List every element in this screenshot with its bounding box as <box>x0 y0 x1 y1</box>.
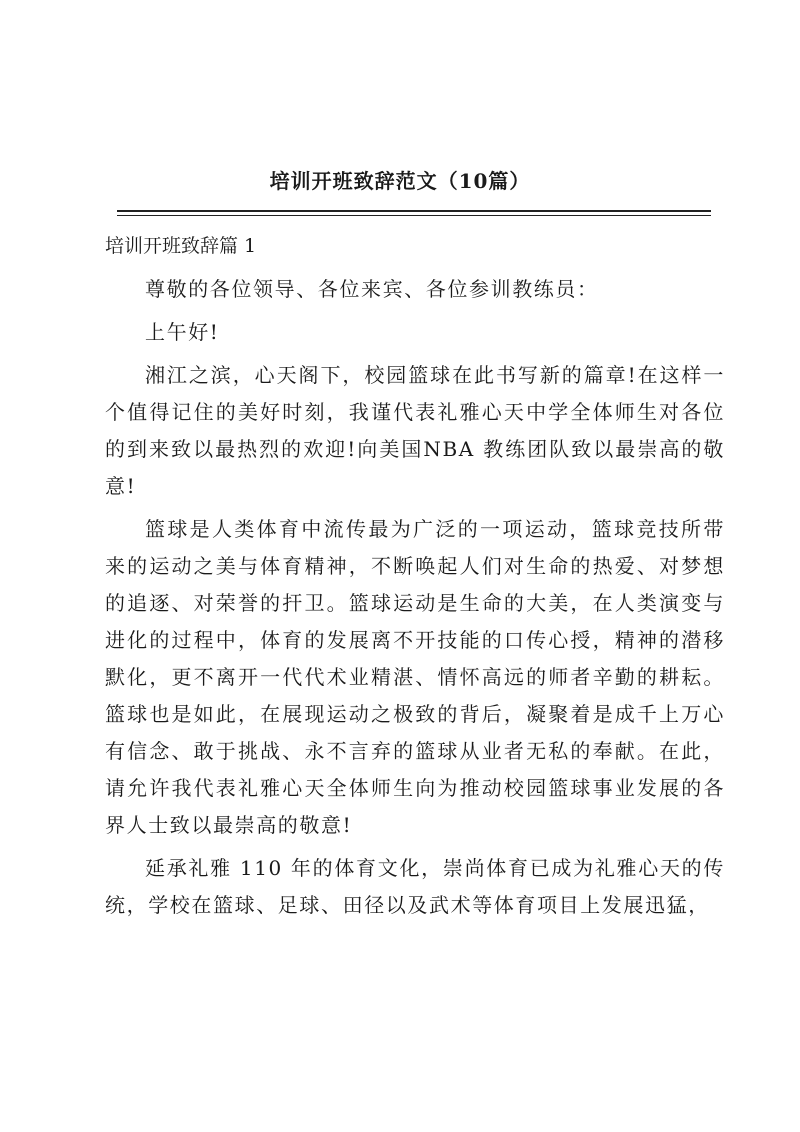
paragraph-welcome: 湘江之滨，心天阁下，校园篮球在此书写新的篇章!在这样一个值得记住的美好时刻，我谨代表礼雅心天中学全体师生对各位的到来致以最热烈的欢迎!向美国NBA 教练团队致以最崇高的敬意! <box>105 363 725 498</box>
section-heading: 培训开班致辞篇 1 <box>105 235 257 257</box>
title-rule-thin <box>117 215 711 216</box>
paragraph-tradition: 延承礼雅 110 年的体育文化，崇尚体育已成为礼雅心天的传统，学校在篮球、足球、田径以及武术等体育项目上发展迅猛， <box>105 856 725 917</box>
title-rule-thick <box>117 210 711 212</box>
paragraph-basketball: 篮球是人类体育中流传最为广泛的一项运动，篮球竞技所带来的运动之美与体育精神，不断唤起人们对生命的热爱、对梦想的追逐、对荣誉的扞卫。篮球运动是生命的大美，在人类演变与进化的过程中，体育的发展离不开技能的口传心授，精神的潜移默化，更不离开一代代术业精湛、情怀高远的师者辛勤的耕耘。篮球也是如此，在展现运动之极致的背后，凝聚着是成千上万心有信念、敢于挑战、永不言弃的篮球从业者无私的奉献。在此，请允许我代表礼雅心天全体师生向为推动校园篮球事业发展的各界人士致以最崇高的敬意! <box>105 517 725 837</box>
document-body <box>105 228 725 930</box>
paragraph-salutation: 尊敬的各位领导、各位来宾、各位参训教练员： <box>145 277 599 301</box>
document-title: 培训开班致辞范文（10篇） <box>269 169 531 193</box>
paragraph-greeting: 上午好! <box>145 320 220 344</box>
